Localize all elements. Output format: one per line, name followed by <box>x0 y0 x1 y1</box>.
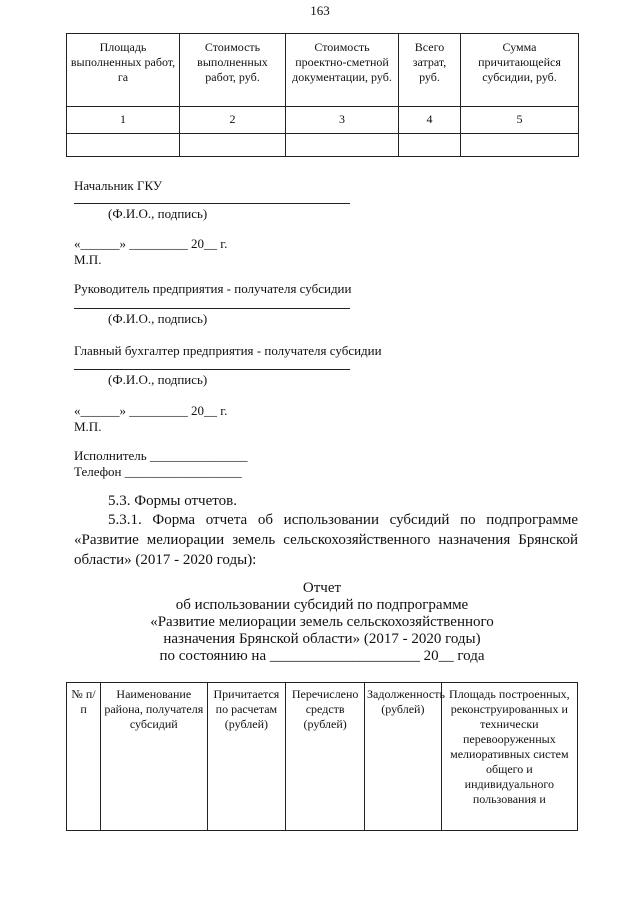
report-title: Отчет <box>302 580 342 596</box>
table-header-row <box>67 683 578 831</box>
date-line: «______» _________ 20__ г. <box>74 403 228 418</box>
table-cell <box>286 134 399 157</box>
paragraph-line: 5.3.1. Форма отчета об использовании субсидий по подпрограмме <box>108 512 578 528</box>
header-cell: Сумма причитающейся субсидии, руб. <box>461 34 579 107</box>
header-cell: Стоимость выполненных работ, руб. <box>180 34 286 107</box>
stamp-place: М.П. <box>74 252 102 267</box>
column-number: 3 <box>286 107 399 134</box>
head-title: Начальник ГКУ <box>74 178 163 193</box>
executor-line: Исполнитель _______________ <box>74 448 248 463</box>
empty-data-row <box>67 134 579 157</box>
table-cell <box>461 134 579 157</box>
header-cell: Перечислено средств (рублей) <box>286 683 365 831</box>
page-number: 163 <box>310 3 330 18</box>
signature-line <box>74 203 350 204</box>
header-cell: Задолженность (рублей) <box>365 683 442 831</box>
header-cell: Стоимость проектно-сметной документации, руб. <box>286 34 399 107</box>
table-cell <box>399 134 461 157</box>
header-cell: № п/п <box>67 683 101 831</box>
date-line: «______» _________ 20__ г. <box>74 236 228 251</box>
table-header-row <box>67 34 579 107</box>
phone-line: Телефон __________________ <box>74 464 242 479</box>
table-cell <box>67 134 180 157</box>
accountant-title: Главный бухгалтер предприятия - получателя субсидии <box>74 343 382 358</box>
column-number: 1 <box>67 107 180 134</box>
header-cell: Площадь построенных, реконструированных и технически перевооруженных мелиоративных систем общего и индивидуального пользования и <box>441 683 577 831</box>
column-number-row <box>67 107 579 134</box>
report-date-line: по состоянию на ____________________ 20__ года <box>159 648 485 664</box>
column-number: 2 <box>180 107 286 134</box>
header-cell: Наименование района, получателя субсидий <box>101 683 207 831</box>
signature-line <box>74 308 350 309</box>
report-subtitle: «Развитие мелиорации земель сельскохозяйственного <box>150 614 494 630</box>
stamp-place: М.П. <box>74 419 102 434</box>
subsidy-calculation-table <box>66 33 579 157</box>
fio-caption: (Ф.И.О., подпись) <box>108 206 208 221</box>
header-cell: Причитается по расчетам (рублей) <box>207 683 286 831</box>
fio-caption: (Ф.И.О., подпись) <box>108 311 208 326</box>
subsidy-report-table <box>66 682 578 831</box>
header-cell: Всего затрат, руб. <box>399 34 461 107</box>
section-heading: 5.3. Формы отчетов. <box>108 493 237 509</box>
report-subtitle: об использовании субсидий по подпрограмме <box>175 597 469 613</box>
header-cell: Площадь выполненных работ, га <box>67 34 180 107</box>
table-cell <box>180 134 286 157</box>
paragraph-line: «Развитие мелиорации земель сельскохозяйственного назначения Брянской <box>74 532 578 548</box>
report-subtitle: назначения Брянской области» (2017 - 2020 годы) <box>163 631 481 647</box>
column-number: 5 <box>461 107 579 134</box>
paragraph-line: области» (2017 - 2020 годы): <box>74 552 257 568</box>
director-title: Руководитель предприятия - получателя субсидии <box>74 281 352 296</box>
signature-line <box>74 369 350 370</box>
fio-caption: (Ф.И.О., подпись) <box>108 372 208 387</box>
column-number: 4 <box>399 107 461 134</box>
